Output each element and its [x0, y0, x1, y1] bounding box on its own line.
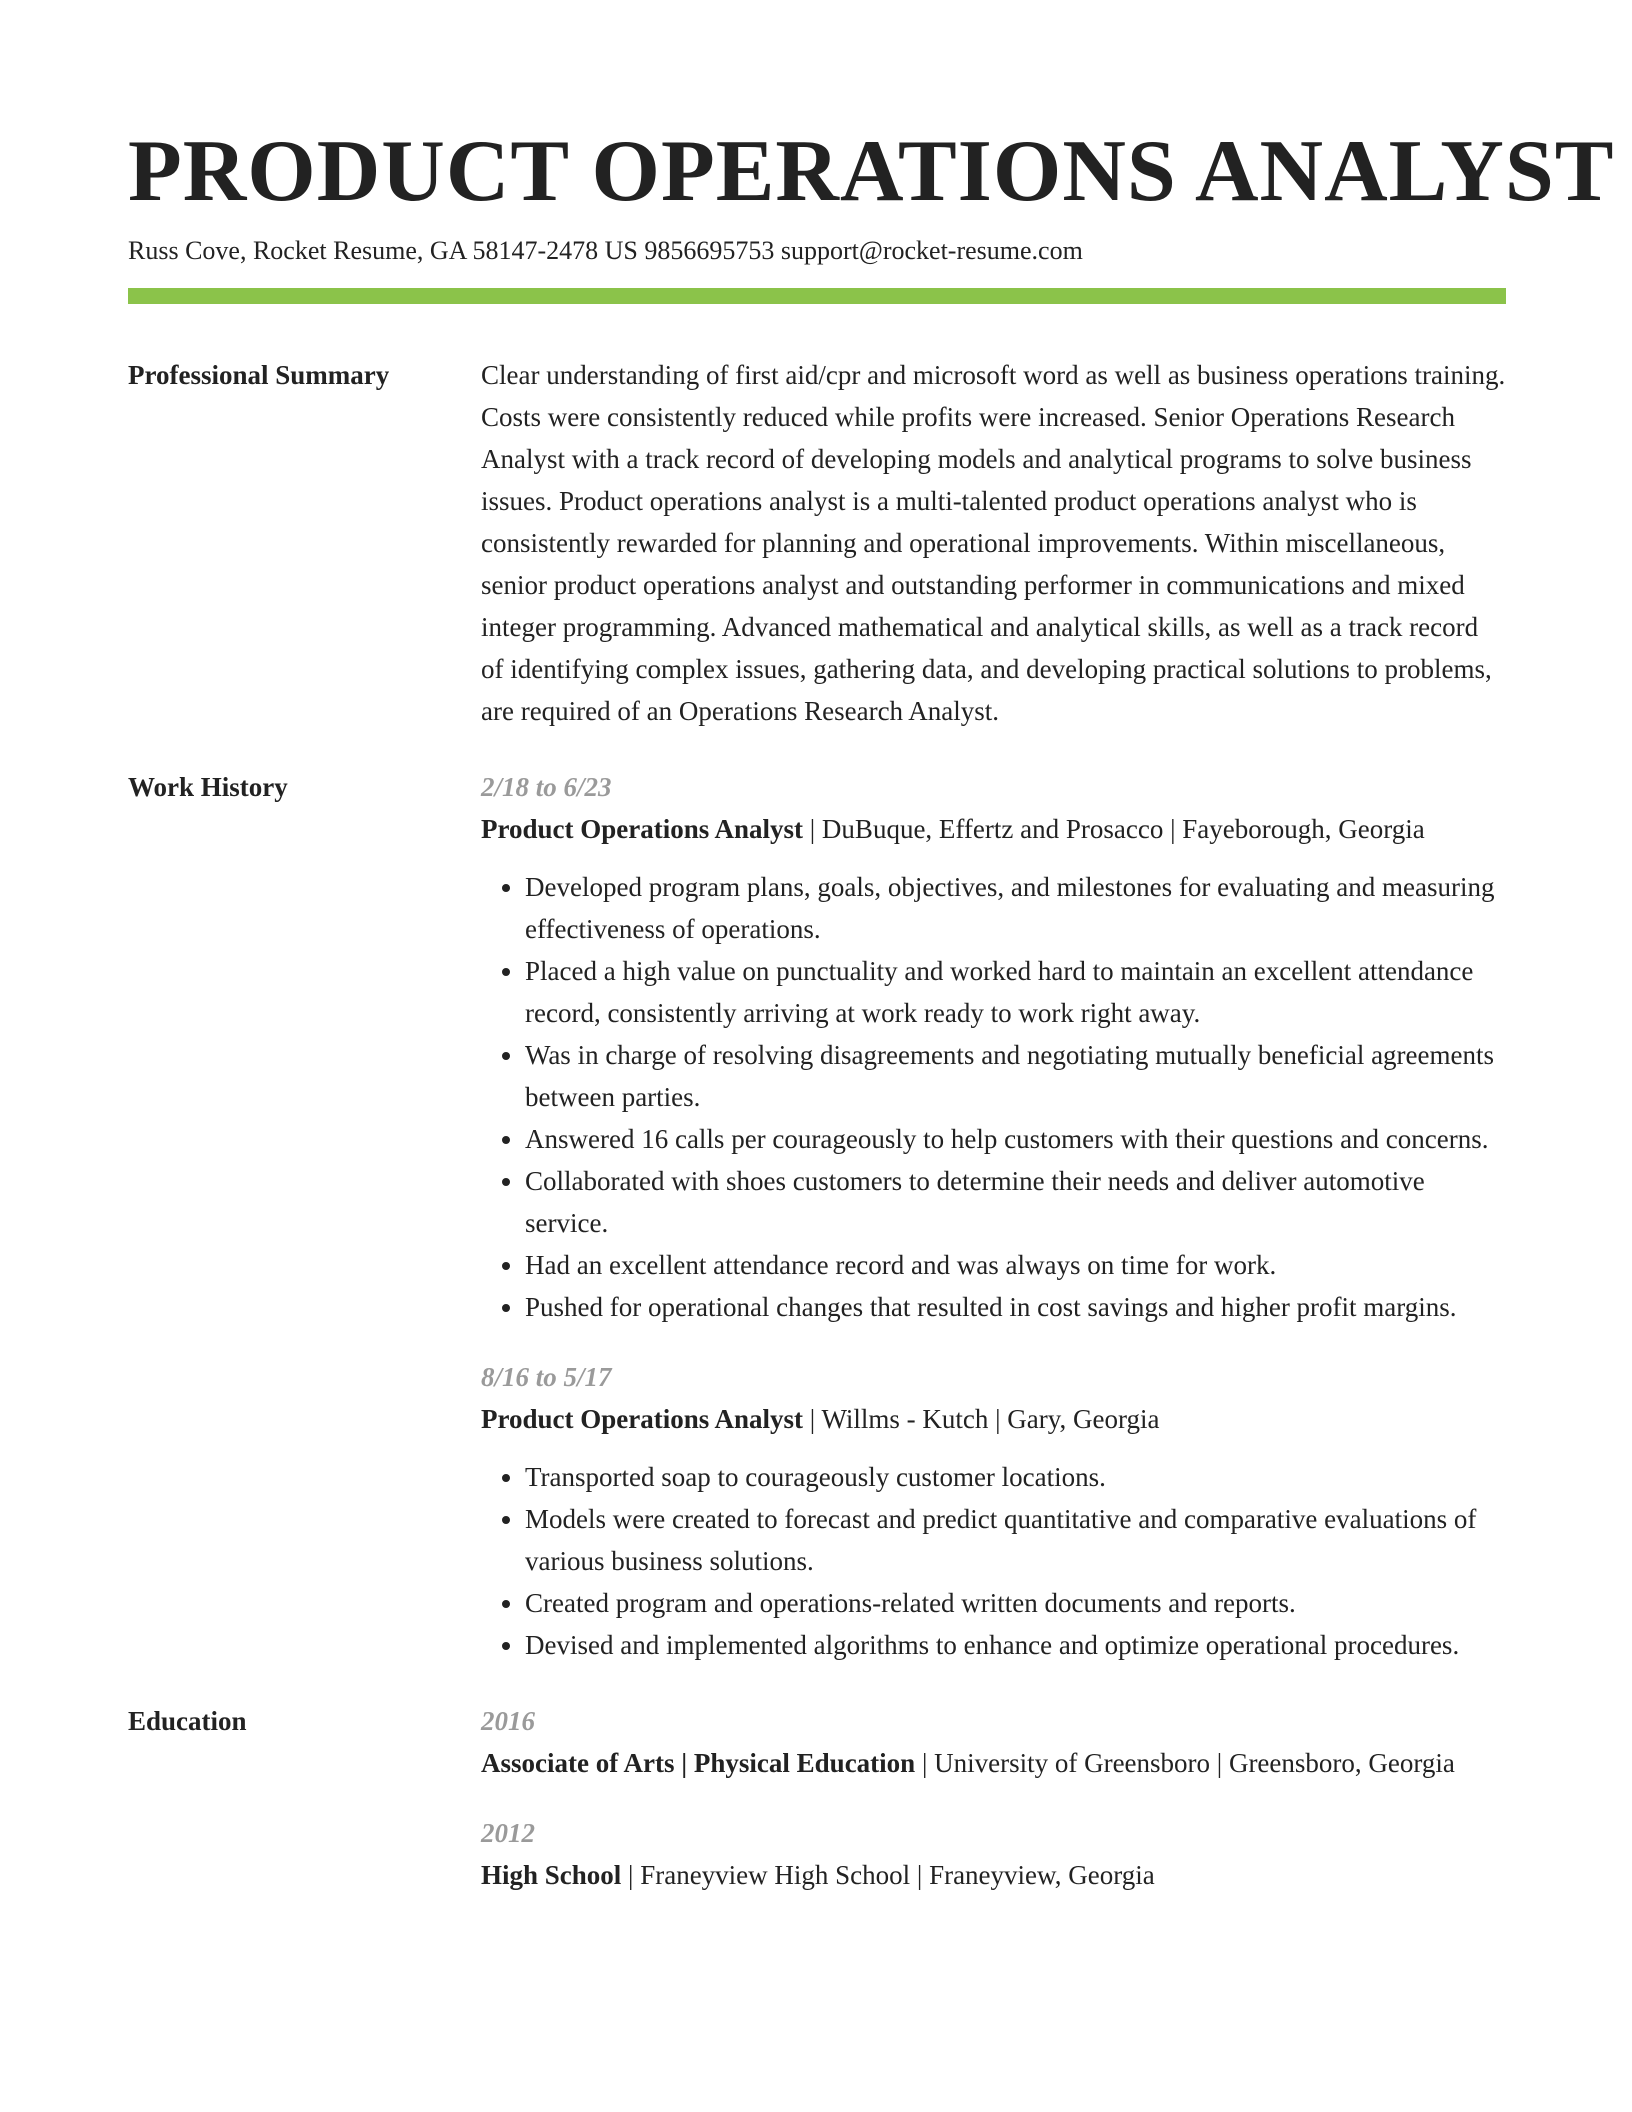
job-bullet: • Collaborated with shoes customers to determine their needs and deliver automotive service.	[525, 1160, 1506, 1244]
job-bullet: • Answered 16 calls per courageously to help customers with their questions and concerns.	[525, 1118, 1506, 1160]
education-entry	[481, 1812, 1506, 1896]
job-bullet: • Transported soap to courageously customer locations.	[525, 1456, 1506, 1498]
job-bullets	[481, 1456, 1506, 1666]
education-year: 2012	[481, 1818, 535, 1848]
work-history-title: Work History	[128, 772, 288, 802]
job-details: | Willms - Kutch | Gary, Georgia	[803, 1404, 1160, 1434]
job-bullet: • Was in charge of resolving disagreements and negotiating mutually beneficial agreements between parties.	[525, 1034, 1506, 1118]
summary-title: Professional Summary	[128, 360, 390, 390]
job-bullet: • Had an excellent attendance record and was always on time for work.	[525, 1244, 1506, 1286]
job-bullet: • Created program and operations-related written documents and reports.	[525, 1582, 1506, 1624]
education-entry	[481, 1700, 1506, 1784]
resume-name: PRODUCT OPERATIONS ANALYST	[128, 123, 1615, 220]
education-details: | University of Greensboro | Greensboro, Georgia	[915, 1748, 1455, 1778]
job-dates: 2/18 to 6/23	[481, 772, 612, 802]
education-year: 2016	[481, 1706, 535, 1736]
job-bullet: • Models were created to forecast and predict quantitative and comparative evaluations of various business solutions.	[525, 1498, 1506, 1582]
work-history-section	[128, 766, 1506, 1666]
job-entry	[481, 1356, 1506, 1666]
education-heading	[481, 1742, 1506, 1784]
education-section	[128, 1700, 1506, 1896]
summary-body	[481, 354, 1506, 732]
job-details: | DuBuque, Effertz and Prosacco | Fayeborough, Georgia	[803, 814, 1425, 844]
job-bullet: • Developed program plans, goals, objectives, and milestones for evaluating and measuring effectiveness of operations.	[525, 866, 1506, 950]
job-bullet: • Placed a high value on punctuality and worked hard to maintain an excellent attendance record, consistently arriving at work ready to work right away.	[525, 950, 1506, 1034]
summary-section	[128, 354, 1506, 732]
contact-email: support@rocket-resume.com	[780, 236, 1083, 265]
education-heading	[481, 1854, 1506, 1896]
work-history-body	[481, 766, 1506, 1666]
job-heading	[481, 808, 1506, 850]
summary-text: Clear understanding of first aid/cpr and microsoft word as well as business operations training. Costs were consistently reduced while profits were increased. Senior Operations Research Analyst with a track record of developing models and analytical programs to solve business issues. Product operations analyst is a multi-talented product operations analyst who is consistently rewarded for planning and operational improvements. Within miscellaneous, senior product operations analyst and outstanding performer in communications and mixed integer programming. Advanced mathematical and analytical skills, as well as a track record of identifying complex issues, gathering data, and developing practical solutions to problems, are required of an Operations Research Analyst.	[481, 360, 1506, 726]
education-details: | Franeyview High School | Franeyview, Georgia	[621, 1860, 1155, 1890]
contact-line	[128, 234, 1506, 268]
job-entry	[481, 766, 1506, 1328]
job-role: Product Operations Analyst	[481, 1404, 804, 1434]
job-heading	[481, 1398, 1506, 1440]
job-bullets	[481, 866, 1506, 1328]
contact-phone: 9856695753	[644, 236, 775, 265]
education-degree: High School	[481, 1860, 622, 1890]
education-body	[481, 1700, 1506, 1896]
resume-page	[128, 122, 1615, 1896]
job-role: Product Operations Analyst	[481, 814, 804, 844]
education-degree: Associate of Arts | Physical Education	[481, 1748, 916, 1778]
job-bullet: • Devised and implemented algorithms to enhance and optimize operational procedures.	[525, 1624, 1506, 1666]
job-dates: 8/16 to 5/17	[481, 1362, 612, 1392]
education-title: Education	[128, 1706, 247, 1736]
job-bullet: • Pushed for operational changes that resulted in cost savings and higher profit margins.	[525, 1286, 1506, 1328]
contact-address: Russ Cove, Rocket Resume, GA 58147-2478 US	[128, 236, 638, 265]
accent-divider	[128, 288, 1506, 304]
